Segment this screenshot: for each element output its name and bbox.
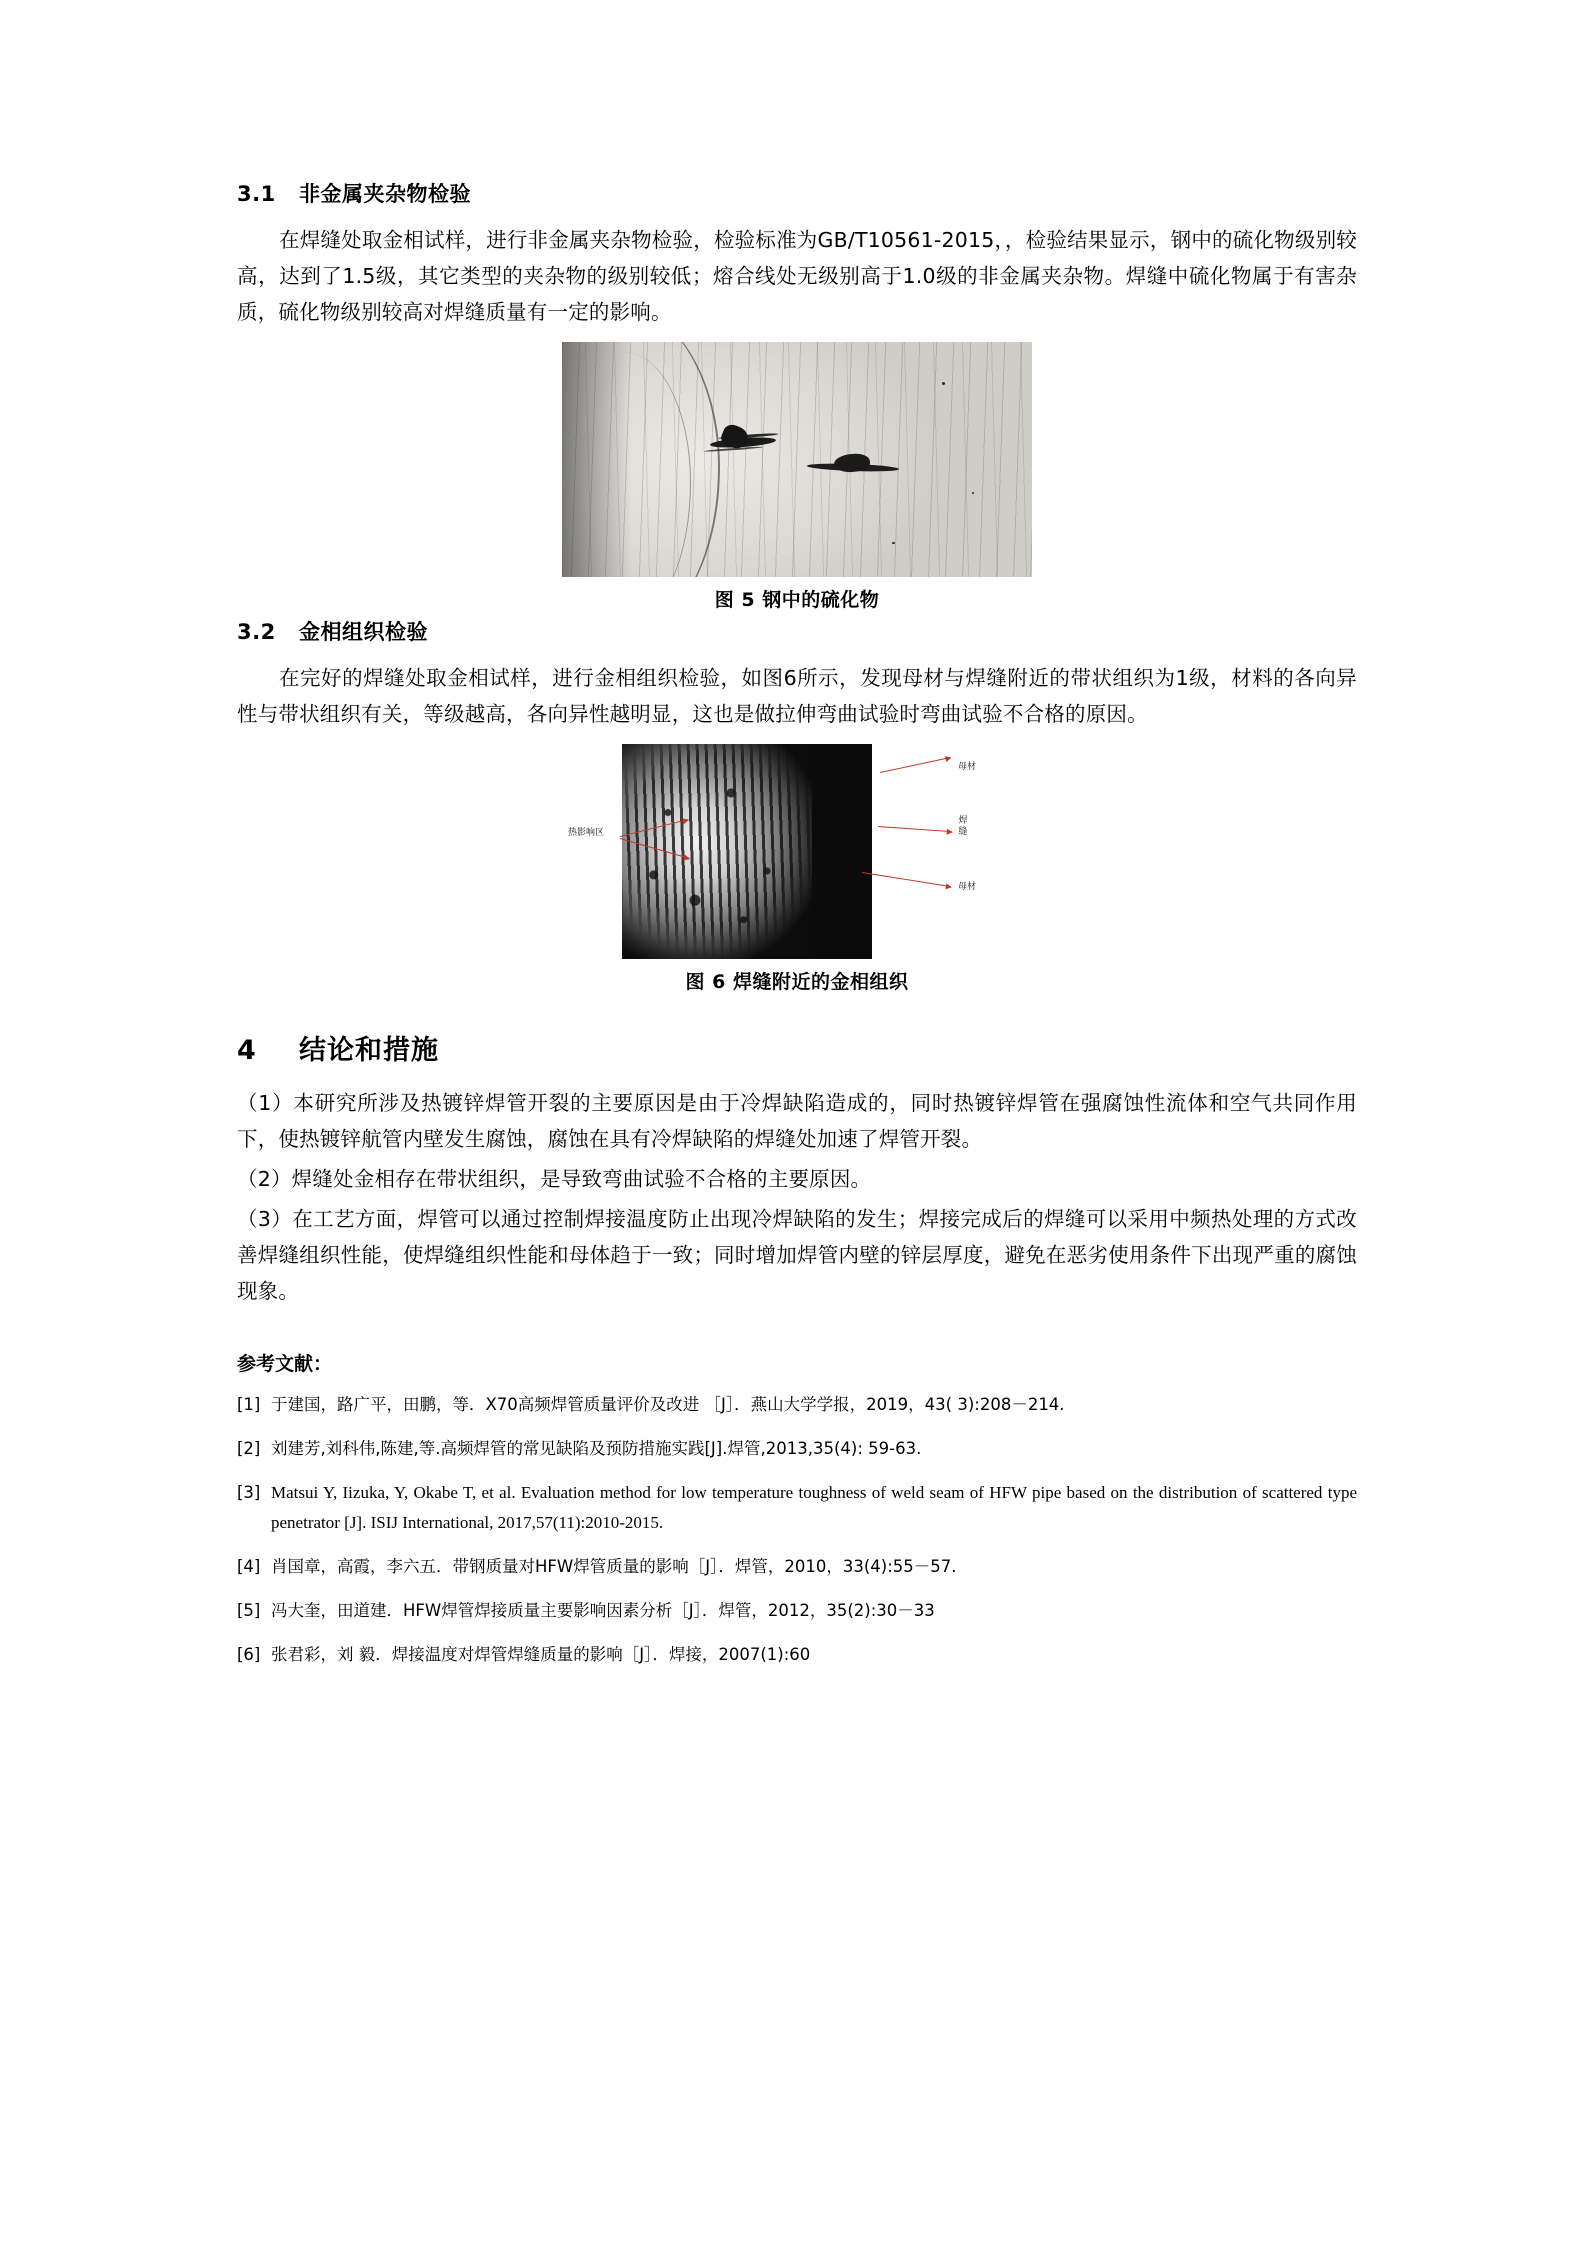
reference-tag: [1]	[237, 1395, 261, 1414]
reference-tag: [4]	[237, 1557, 261, 1576]
reference-item	[237, 1478, 1357, 1538]
figure-6-wrapper	[562, 744, 1032, 959]
conclusion-heading	[237, 1028, 1357, 1067]
reference-item	[237, 1552, 1357, 1582]
section-number: 3.1	[237, 182, 276, 206]
reference-text: 冯大奎，田道建．HFW焊管焊接质量主要影响因素分析［J］．焊管，2012，35(2):30－33	[271, 1601, 935, 1620]
reference-text: 张君彩，刘 毅．焊接温度对焊管焊缝质量的影响［J］．焊接，2007(1):60	[271, 1645, 811, 1664]
figure-5-speck	[892, 542, 895, 544]
reference-tag: [2]	[237, 1439, 261, 1458]
reference-tag: [5]	[237, 1601, 261, 1620]
figure-6-label-weld-seam: 焊缝	[958, 816, 968, 837]
conclusion-item-3: （3）在工艺方面，焊管可以通过控制焊接温度防止出现冷焊缺陷的发生；焊接完成后的焊缝可以采用中频热处理的方式改善焊缝组织性能，使焊缝组织性能和母体趋于一致；同时增加焊管内壁的锌层厚度，避免在恶劣使用条件下出现严重的腐蚀现象。	[237, 1207, 1357, 1303]
figure-5-speck	[972, 492, 974, 494]
reference-tag: [3]	[237, 1483, 261, 1502]
page-content	[237, 178, 1357, 1684]
reference-text: 肖国章，高霞，李六五．带钢质量对HFW焊管质量的影响［J］．焊管，2010，33(4):55－57.	[271, 1557, 957, 1576]
conclusion-item-1: （1）本研究所涉及热镀锌焊管开裂的主要原因是由于冷焊缺陷造成的，同时热镀锌焊管在强腐蚀性流体和空气共同作用下，使热镀锌航管内壁发生腐蚀，腐蚀在具有冷焊缺陷的焊缝处加速了焊管开裂。	[237, 1091, 1357, 1151]
reference-text: 刘建芳,刘科伟,陈建,等.高频焊管的常见缺陷及预防措施实践[J].焊管,2013,35(4): 59-63.	[271, 1439, 922, 1458]
reference-text: Matsui Y, Iizuka, Y, Okabe T, et al. Evaluation method for low temperature toughness of weld seam of HFW pipe based on the distribution of scattered type penetrator [J]. ISIJ International, 2017,57(11):2010-2015.	[271, 1483, 1357, 1532]
paragraph-3-1-1: 在焊缝处取金相试样，进行非金属夹杂物检验，检验标准为GB/T10561-2015，，检验结果显示，钢中的硫化物级别较高，达到了1.5级，其它类型的夹杂物的级别较低；熔合线处无级别高于1.0级的非金属夹杂物。焊缝中硫化物属于有害杂质，硫化物级别较高对焊缝质量有一定的影响。	[237, 228, 1357, 324]
figure-6-label-base-metal-top: 母材	[958, 762, 977, 772]
figure-6-arrow-weld-seam	[878, 826, 952, 832]
figure-6-arrow-base-metal-top	[880, 757, 951, 773]
figure-6-caption: 图 6 焊缝附近的金相组织	[685, 971, 909, 993]
section-number: 3.2	[237, 620, 276, 644]
figure-5-speck	[942, 382, 945, 385]
figure-6-mottle-texture	[632, 754, 812, 949]
figure-5-caption: 图 5 钢中的硫化物	[714, 589, 880, 611]
reference-item	[237, 1434, 1357, 1464]
reference-text: 于建国，路广平，田鹏，等．X70高频焊管质量评价及改进 ［J］．燕山大学学报，2019，43( 3):208－214.	[271, 1395, 1065, 1414]
conclusion-title: 结论和措施	[299, 1035, 439, 1066]
section-heading-3-1	[237, 178, 1357, 208]
figure-6	[237, 744, 1357, 994]
conclusion-item-2: （2）焊缝处金相存在带状组织，是导致弯曲试验不合格的主要原因。	[237, 1167, 872, 1191]
paragraph-3-2-1: 在完好的焊缝处取金相试样，进行金相组织检验，如图6所示，发现母材与焊缝附近的带状组织为1级，材料的各向异性与带状组织有关，等级越高，各向异性越明显，这也是做拉伸弯曲试验时弯曲试验不合格的原因。	[237, 666, 1357, 726]
figure-5	[237, 342, 1357, 612]
reference-item	[237, 1596, 1357, 1626]
reference-tag: [6]	[237, 1645, 261, 1664]
reference-item	[237, 1390, 1357, 1420]
section-title: 非金属夹杂物检验	[299, 182, 471, 206]
figure-6-microstructure-near-weld	[622, 744, 872, 959]
figure-5-sulfide-in-steel	[562, 342, 1032, 577]
section-heading-3-2	[237, 616, 1357, 646]
figure-6-arrow-base-metal-bottom	[862, 872, 951, 887]
figure-6-label-haz: 热影响区	[568, 828, 605, 838]
section-title: 金相组织检验	[299, 620, 428, 644]
reference-item	[237, 1640, 1357, 1670]
conclusion-number: 4	[237, 1035, 257, 1066]
references-heading: 参考文献：	[237, 1353, 333, 1375]
figure-6-label-base-metal-bottom: 母材	[958, 882, 977, 892]
